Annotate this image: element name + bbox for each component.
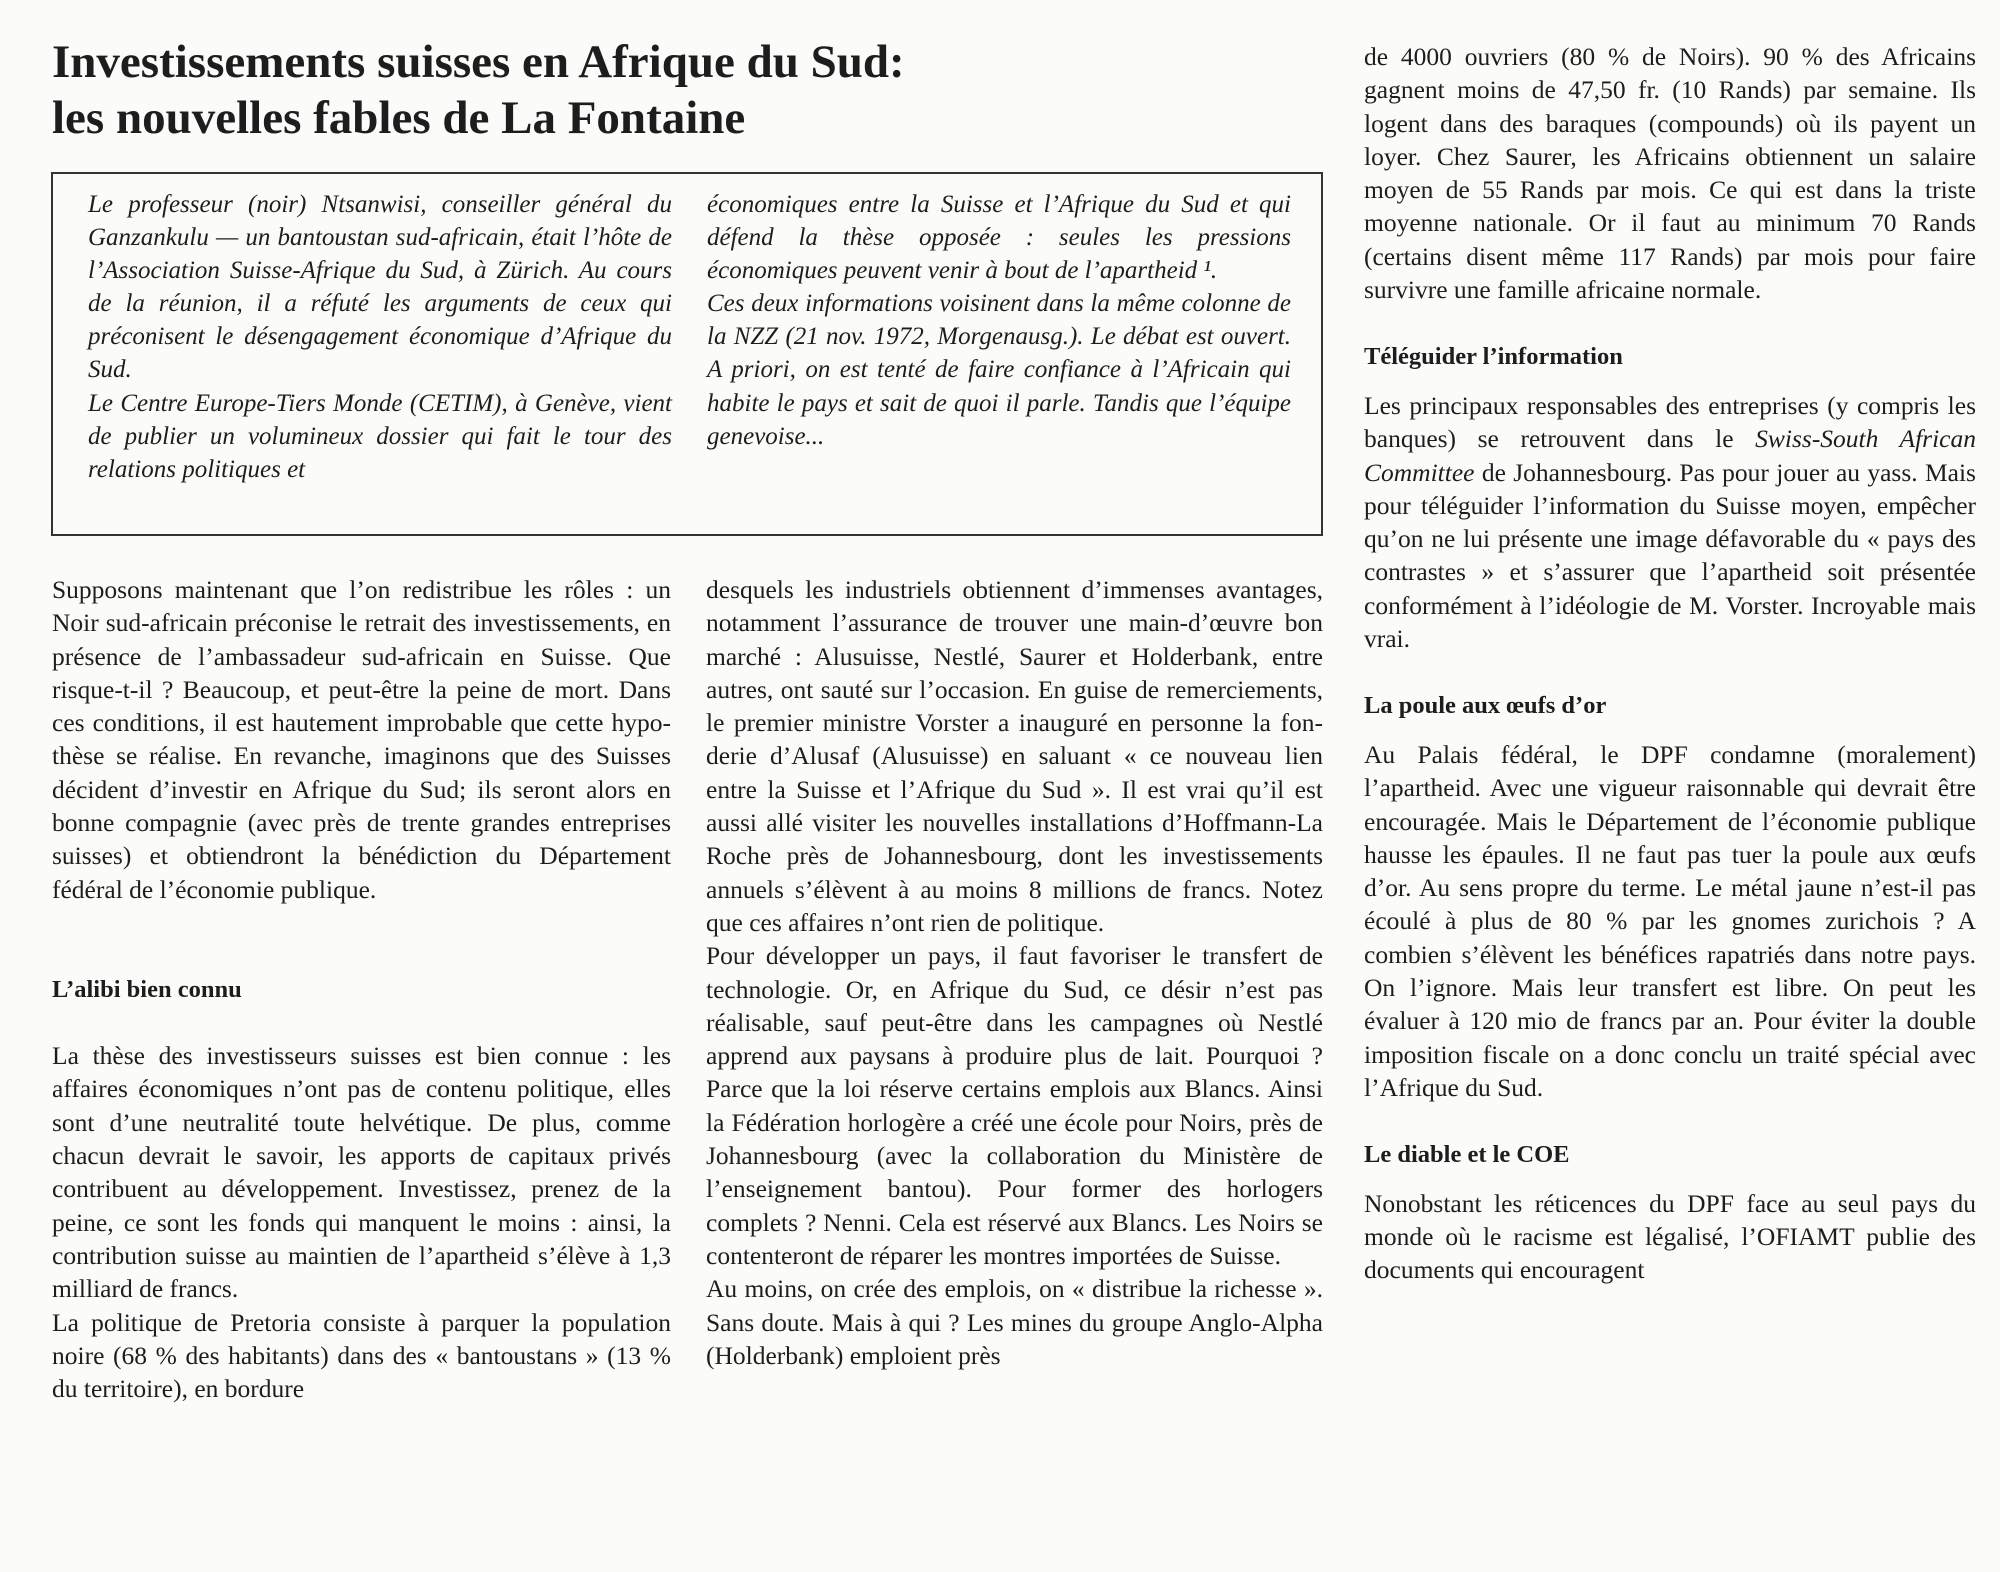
section-heading: L’alibi bien connu <box>52 975 242 1003</box>
title-line-2: les nouvelles fables de La Fontaine <box>52 92 746 144</box>
article-title <box>52 34 1332 146</box>
intro-paragraph: Ces deux informations voisinent dans la même colonne de la NZZ (21 nov. 1972, Morgenausg.). Le débat est ouvert. A priori, on est tenté de faire confiance à l’Africain qui habite le pays et sait de quoi il parle. Tandis que l’équipe genevoise... <box>707 290 1291 450</box>
article-column-2 <box>706 573 1323 1372</box>
body-paragraph: La thèse des investisseurs suisses est bien connue : les affaires économiques n’ont pas de contenu politique, elles sont d’une neutralité toute helvétique. De plus, comme chacun devrait le savoir, les apports de capitaux privés contribuent au développement. Investissez, prenez de la peine, ce sont les fonds qui manquent le moins : ainsi, la contribution suisse au maintien de l’apartheid s’élève à 1,3 milliard de francs. <box>52 1041 671 1304</box>
article-column-3 <box>1364 40 1976 1287</box>
body-paragraph: La politique de Pretoria consiste à parquer la population noire (68 % des habitants) dans des « bantoustans » (13 % du territoire), en bordure <box>52 1307 671 1404</box>
body-paragraph: Pour développer un pays, il faut favoriser le transfert de technologie. Or, en Afrique du Sud, ce désir n’est pas réalisable, sauf peut-être dans les campagnes où Nestlé apprend aux paysans à produire plus de lait. Pourquoi ? Parce que la loi réserve certains emplois aux Blancs. Ainsi la Fédération horlogère a créé une école pour Noirs, près de Johannesbourg (avec la collaboration du Ministère de l’enseignement bantou). Pour former des horlogers complets ? Nenni. Cela est réservé aux Blancs. Les Noirs se contenteront de réparer les montres importées de Suisse. <box>706 941 1323 1270</box>
section-heading: La poule aux œufs d’or <box>1364 691 1607 719</box>
intro-column-right <box>707 188 1291 453</box>
body-paragraph: Supposons maintenant que l’on redistribue les rôles : un Noir sud-africain préconise le retrait des investissements, en présence de l’ambassadeur sud-africain en Suisse. Que risque-t-il ? Beaucoup, et peut-être la peine de mort. Dans ces conditions, il est hautement improbable que cette hypothèse se réalise. En revanche, imaginons que des Suisses décident d’investir en Afrique du Sud; ils seront alors en bonne compagnie (avec près de trente grandes entreprises suisses) et obtiendront la bénédiction du Département fédéral de l’économie publique. <box>52 575 671 904</box>
body-paragraph: desquels les industriels obtiennent d’immenses avantages, notamment l’assurance de trouver une main-d’œuvre bon marché : Alusuisse, Nestlé, Saurer et Holderbank, entre autres, ont sauté sur l’occasion. En guise de remerciements, le premier ministre Vorster a inauguré en personne la fonderie d’Alusaf (Alusuisse) en saluant « ce nouveau lien entre la Suisse et l’Afrique du Sud ». Il est vrai qu’il est aussi allé visiter les nouvelles installations d’Hoffmann-La Roche près de Johannesbourg, dont les investissements annuels s’élèvent à au moins 8 millions de francs. Notez que ces affaires n’ont rien de politique. <box>706 575 1323 937</box>
body-paragraph: Nonobstant les réticences du DPF face au seul pays du monde où le racisme est légalisé, l’OFIAMT publie des documents qui encouragent <box>1364 1188 1976 1285</box>
body-paragraph: de 4000 ouvriers (80 % de Noirs). 90 % des Africains gagnent moins de 47,50 fr. (10 Rands) par semaine. Ils logent dans des baraques (compounds) où ils payent un loyer. Chez Saurer, les Africains obtiennent un salaire moyen de 55 Rands par mois. Ce qui est dans la triste moyenne nationale. Or il faut au minimum 70 Rands (certains disent même 117 Rands) par mois pour faire survivre une famille africaine normale. <box>1364 42 1976 305</box>
title-line-1: Investissements suisses en Afrique du Sud: <box>52 36 905 88</box>
committee-name: Swiss-South African Committee <box>1364 424 1976 487</box>
body-paragraph: Les principaux responsables des entreprises (y compris les banques) se retrouvent dans le Swiss-South African Committee de Johannesbourg. Pas pour jouer au yass. Mais pour téléguider l’information du Suisse moyen, empêcher qu’on ne lui présente une image défavorable du « pays des contrastes » et s’assurer que l’apartheid soit présentée conformément à l’idéologie de M. Vorster. Incroyable mais vrai. <box>1364 390 1976 654</box>
intro-paragraph: économiques entre la Suisse et l’Afrique du Sud et qui défend la thèse opposée : seules les pressions économiques peuvent venir à bout de l’apartheid ¹. <box>707 191 1291 285</box>
intro-paragraph: Le professeur (noir) Ntsanwisi, conseiller général du Ganzankulu — un bantoustan sud-africain, était l’hôte de l’Association Suisse-Afrique du Sud, à Zürich. Au cours de la réunion, il a réfuté les arguments de ceux qui préconisent le désengagement économique d’Afrique du Sud. <box>88 191 672 384</box>
section-heading: Téléguider l’information <box>1364 342 1623 370</box>
intro-box <box>51 172 1323 536</box>
section-heading: Le diable et le COE <box>1364 1140 1570 1168</box>
intro-paragraph: Le Centre Europe-Tiers Monde (CETIM), à Genève, vient de publier un volumineux dossier qui fait le tour des relations politiques et <box>88 389 672 483</box>
article-column-1 <box>52 573 671 1405</box>
body-paragraph: Au Palais fédéral, le DPF condamne (moralement) l’apartheid. Avec une vigueur raisonnable qui devrait être encouragée. Mais le Département de l’économie publique hausse les épaules. Il ne faut pas tuer la poule aux œufs d’or. Au sens propre du terme. Le métal jaune n’est-il pas écoulé à plus de 80 % par les gnomes zurichois ? A combien s’élèvent les bénéfices rapatriés dans notre pays. On l’ignore. Mais leur transfert est libre. On peut les évaluer à 120 mio de francs par an. Pour éviter la double imposition fiscale on a donc conclu un traité spécial avec l’Afrique du Sud. <box>1364 739 1976 1102</box>
intro-column-left <box>88 188 672 486</box>
body-paragraph: Au moins, on crée des emplois, on « distribue la richesse ». Sans doute. Mais à qui ? Les mines du groupe Anglo-Alpha (Holderbank) emploient près <box>706 1274 1323 1370</box>
